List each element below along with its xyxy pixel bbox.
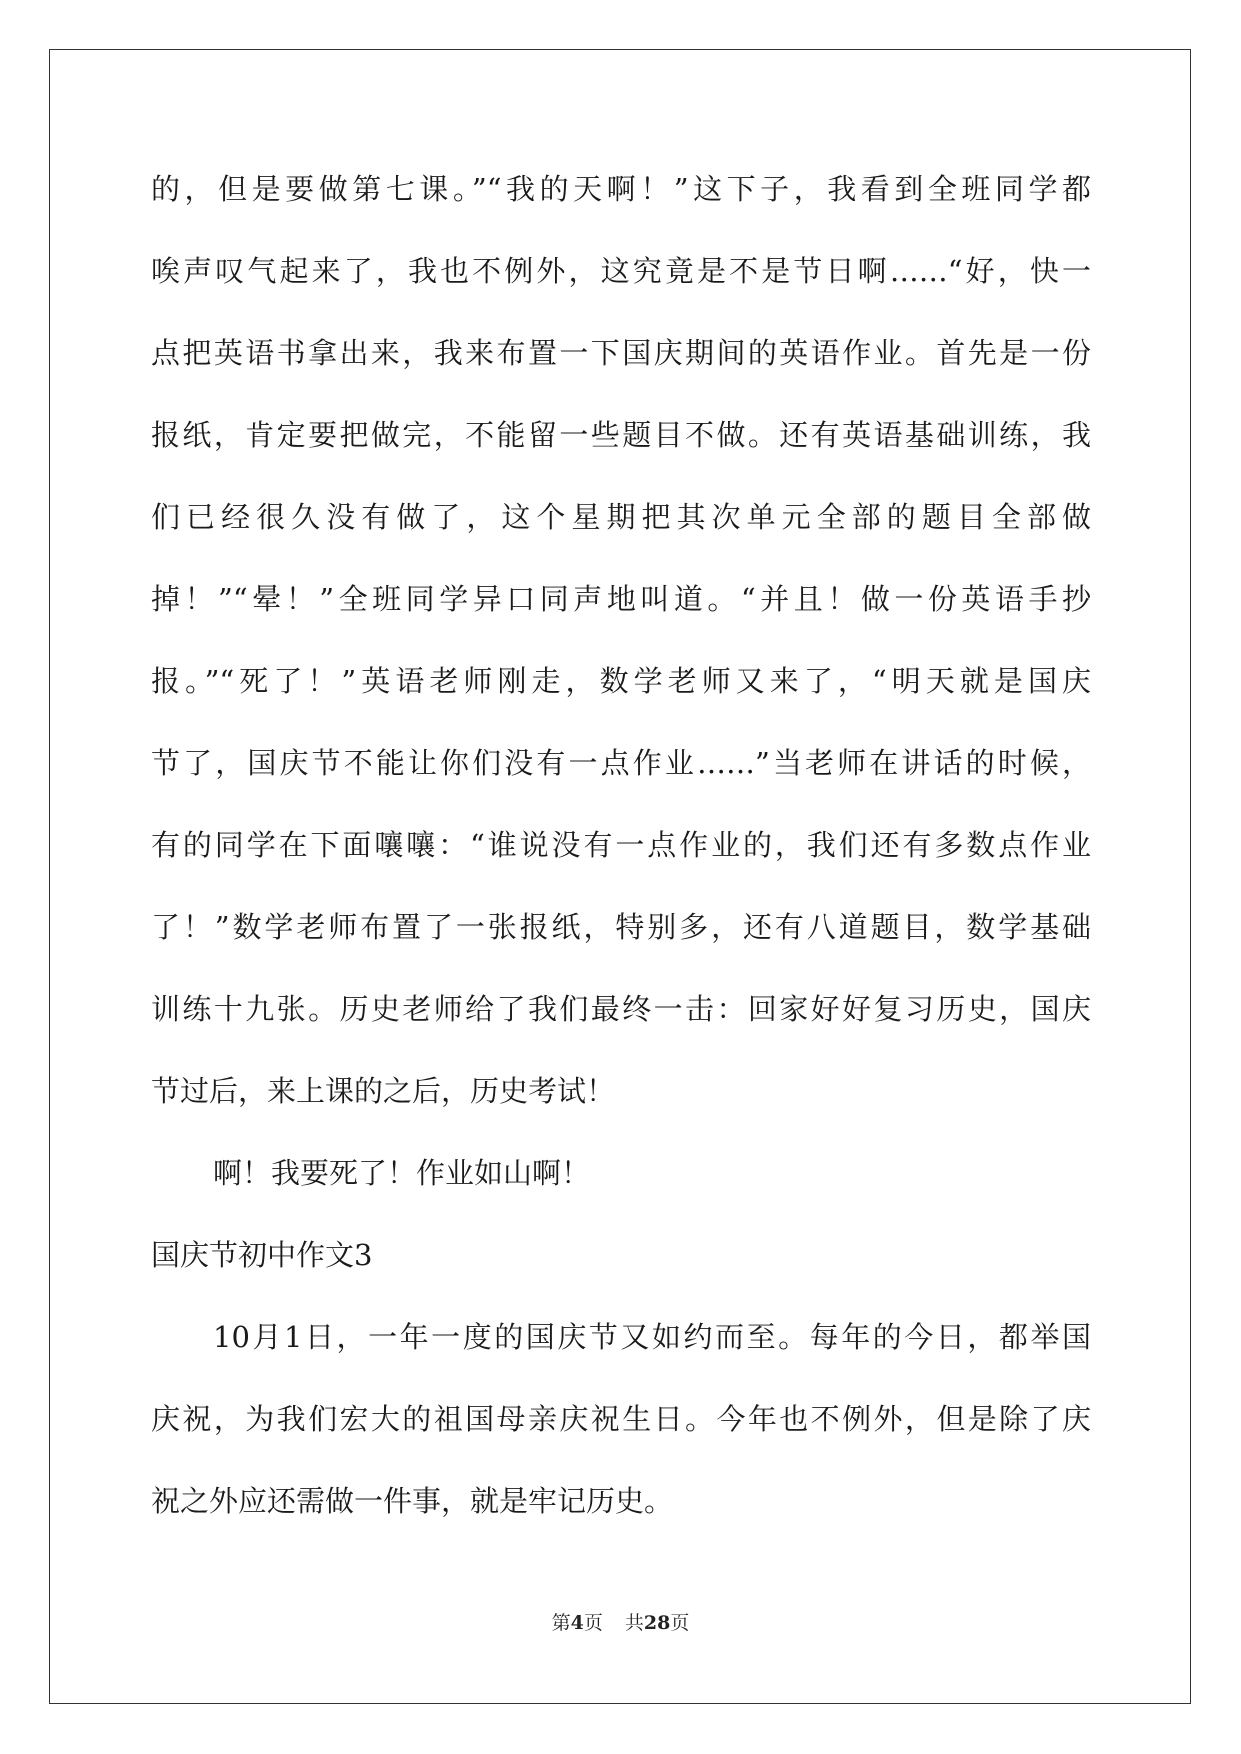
text-line: 有的同学在下面嚷嚷：“谁说没有一点作业的，我们还有多数点作业 — [151, 828, 1091, 862]
text-line: 唉声叹气起来了，我也不例外，这究竟是不是节日啊……“好，快一 — [151, 254, 1091, 288]
text-line: 10月1日，一年一度的国庆节又如约而至。每年的今日，都举国 — [213, 1320, 1091, 1354]
text-line: 点把英语书拿出来，我来布置一下国庆期间的英语作业。首先是一份 — [151, 336, 1091, 370]
text-line: 祝之外应还需做一件事，就是牢记历史。 — [151, 1484, 674, 1518]
document-body — [151, 160, 1091, 1554]
text-line: 国庆节初中作文3 — [151, 1238, 373, 1272]
footer-total-pages: 28 — [643, 1612, 671, 1634]
text-line: 啊！我要死了！作业如山啊！ — [213, 1156, 591, 1190]
text-line: 报纸，肯定要把做完，不能留一些题目不做。还有英语基础训练，我 — [151, 418, 1091, 452]
text-line: 们已经很久没有做了，这个星期把其次单元全部的题目全部做 — [151, 500, 1091, 534]
footer-total-suffix: 页 — [670, 1612, 690, 1634]
footer-page-number: 4 — [570, 1612, 584, 1634]
text-line: 了！”数学老师布置了一张报纸，特别多，还有八道题目，数学基础 — [151, 910, 1091, 944]
text-line: 庆祝，为我们宏大的祖国母亲庆祝生日。今年也不例外，但是除了庆 — [151, 1402, 1091, 1436]
footer-page-prefix: 第 — [551, 1612, 571, 1634]
footer-total-prefix: 共 — [624, 1612, 644, 1634]
text-line: 报。”“死了！”英语老师刚走，数学老师又来了，“明天就是国庆 — [151, 664, 1091, 698]
page-footer — [0, 1608, 1241, 1635]
text-line: 的，但是要做第七课。”“我的天啊！”这下子，我看到全班同学都 — [151, 172, 1091, 206]
text-line: 节了，国庆节不能让你们没有一点作业……”当老师在讲话的时候， — [151, 746, 1091, 780]
text-line: 节过后，来上课的之后，历史考试！ — [151, 1074, 616, 1108]
text-line: 训练十九张。历史老师给了我们最终一击：回家好好复习历史，国庆 — [151, 992, 1091, 1026]
footer-page-suffix: 页 — [583, 1612, 603, 1634]
text-line: 掉！”“晕！”全班同学异口同声地叫道。“并且！做一份英语手抄 — [151, 582, 1091, 616]
